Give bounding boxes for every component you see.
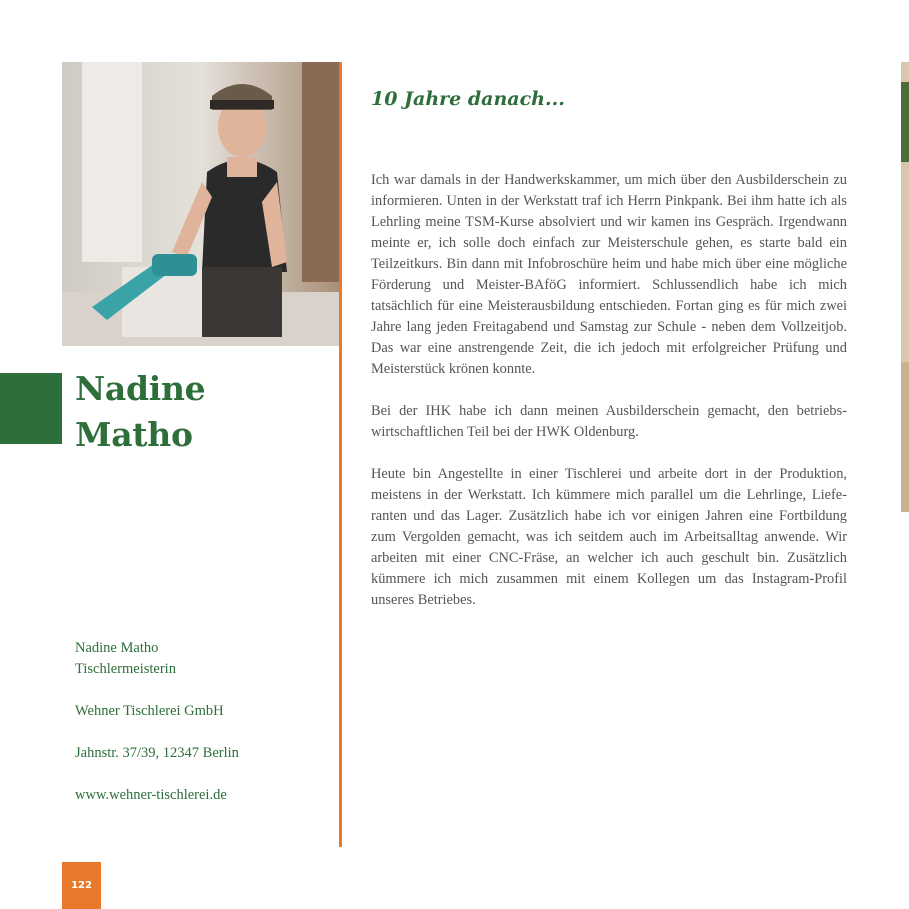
contact-website[interactable]: www.wehner-tischlerei.de: [75, 787, 227, 803]
contact-block: [75, 638, 325, 806]
article-paragraph: Ich war damals in der Handwerkskammer, um mich über den Ausbilderschein zu informieren. Unten in der Werkstatt traf ich Herrn Pinkpank. Bei ihm hatte ich als Lehrling meine TSM-Kurse absolviert und wir kamen ins Gespräch. Irgendwann meinte er, ich solle doch einfach zur Meisterschule gehen, es starte bald ein Teilzeitkurs. Bin dann mit Infobroschüre heim und habe mich über eine mögliche Förderung und Meister-BAföG informiert. Schlussendlich habe ich mich tatsächlich für eine Meisterausbildung entschieden. Fortan ging es für mich zwei Jahre lang jeden Freitagabend und Samstag zur Schule - neben dem Vollzeitjob. Das war eine anstrengende Zeit, die ich jedoch mit erfolgreicher Prüfung und Meisterstück krönen konnte.: [371, 172, 847, 377]
portrait-photo: [62, 62, 340, 346]
article-body: [371, 170, 847, 632]
article-heading: 10 Jahre danach...: [371, 88, 565, 110]
contact-name: Nadine Matho: [75, 640, 159, 656]
person-name: [75, 366, 325, 458]
contact-company: Wehner Tischlerei GmbH: [75, 703, 224, 719]
contact-address: Jahnstr. 37/39, 12347 Berlin: [75, 745, 239, 761]
green-accent-block: [0, 373, 62, 444]
page-number: 122: [62, 862, 101, 909]
orange-divider-line: [339, 62, 342, 847]
article-paragraph: Bei der IHK habe ich dann meinen Ausbilderschein gemacht, den betriebswirtschaftlichen Teil bei der HWK Oldenburg.: [371, 403, 847, 440]
contact-role: Tischlermeisterin: [75, 661, 176, 677]
next-page-photo-edge: [901, 62, 909, 512]
article-paragraph: Heute bin Angestellte in einer Tischlerei und arbeite dort in der Produktion, meistens in der Werkstatt. Ich kümmere mich parallel um die Lehrlinge, Lieferanten und das Lager. Zusätzlich habe ich vor einigen Jahren eine Fortbildung zum Vergolden gemacht, was ich seitdem auch im Arbeitsalltag anwende. Wir arbeiten mit einer CNC-Fräse, an welcher ich auch geschult bin. Zusätzlich kümmere ich mich zusammen mit einem Kollegen um das Instagram-Profil unseres Betriebes.: [371, 466, 847, 608]
last-name: Matho: [75, 415, 193, 454]
first-name: Nadine: [75, 369, 206, 408]
